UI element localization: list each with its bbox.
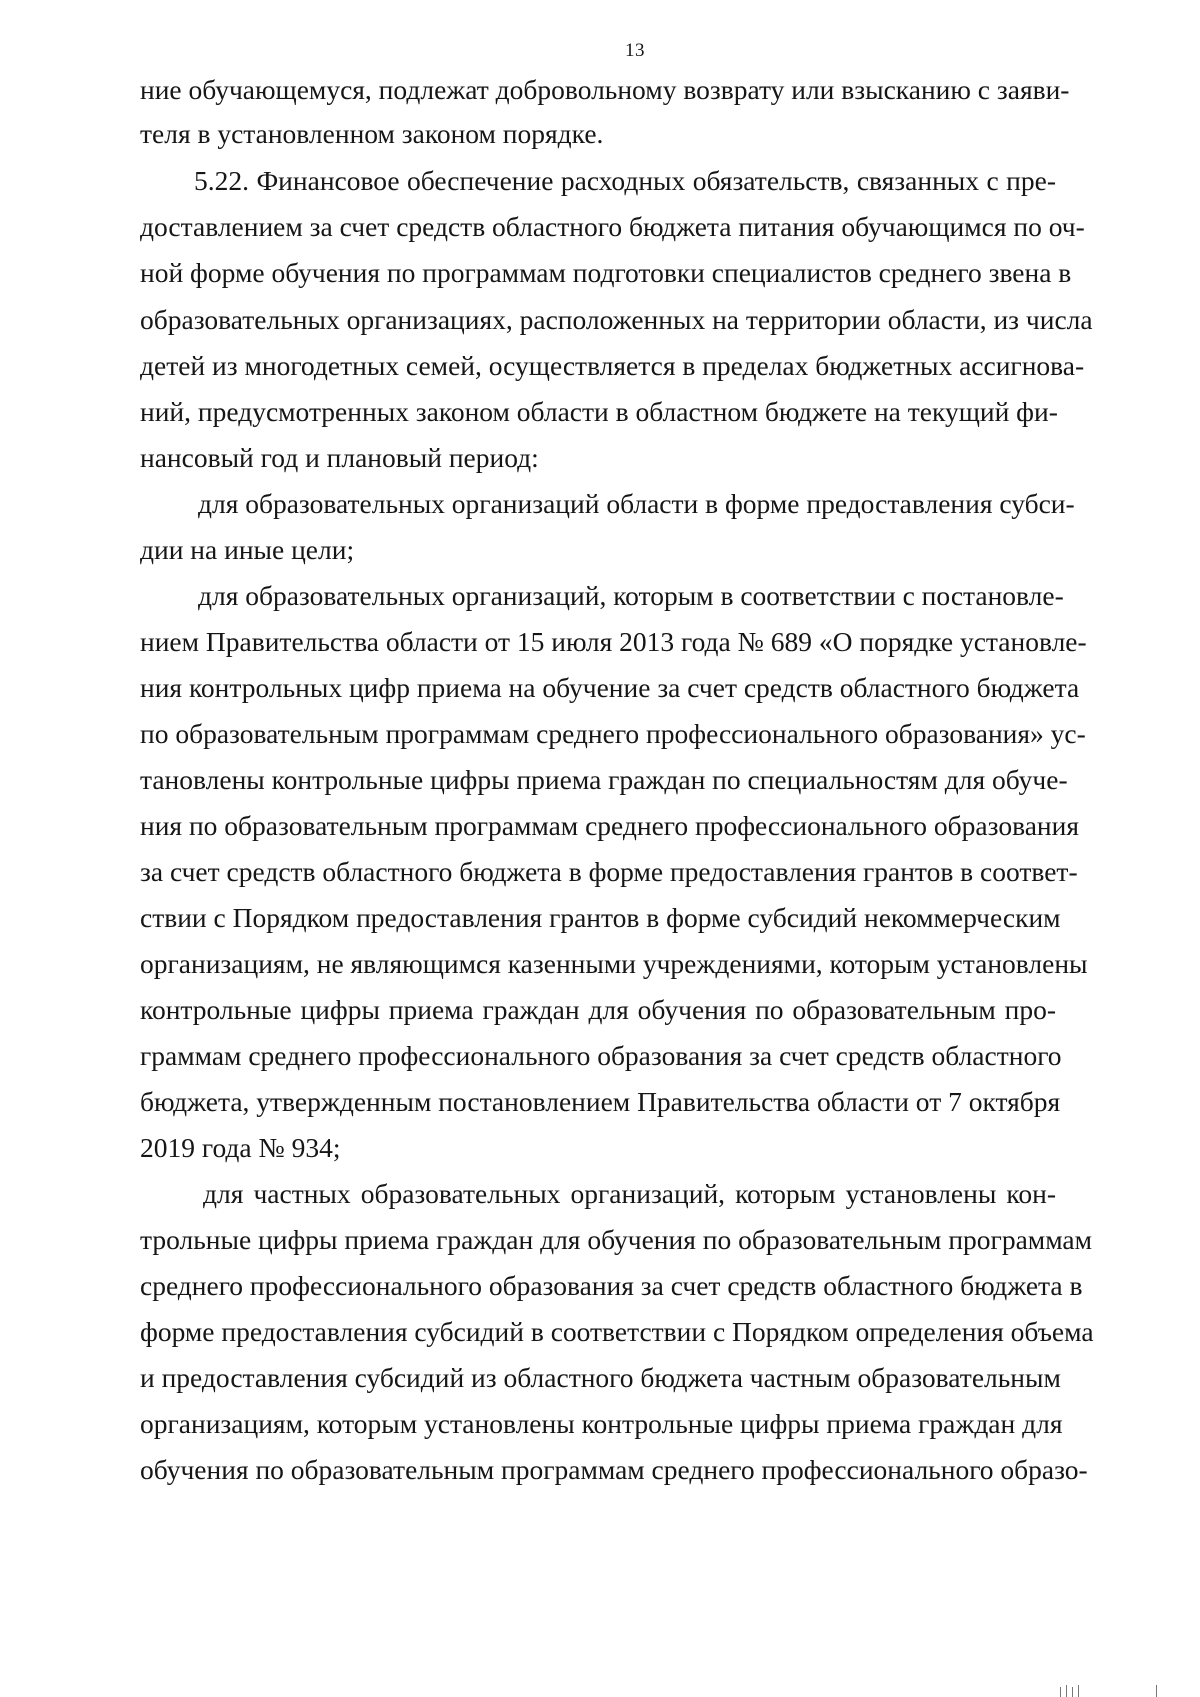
text-line: ние обучающемуся, подлежат добровольному возврату или взысканию с заяви- (140, 74, 1070, 105)
text-line: тановлены контрольные цифры приема граждан по специальностям для обуче- (140, 764, 1068, 795)
text-line: ния по образовательным программам среднего профессионального образования (140, 810, 1079, 841)
text-line: и предоставления субсидий из областного бюджета частным образовательным (140, 1362, 1061, 1393)
text-line: 5.22. Финансовое обеспечение расходных обязательств, связанных с пре- (194, 165, 1056, 196)
text-line: для образовательных организаций, которым в соответствии с постановле- (198, 580, 1064, 611)
text-line: организациям, которым установлены контрольные цифры приема граждан для (140, 1408, 1063, 1439)
text-line: среднего профессионального образования за счет средств областного бюджета в (140, 1270, 1083, 1301)
text-line: контрольные цифры приема граждан для обучения по образовательным про- (140, 994, 1056, 1025)
text-line: нансовый год и плановый период: (140, 442, 539, 473)
text-line: трольные цифры приема граждан для обучения по образовательным программам (140, 1224, 1093, 1255)
text-line: за счет средств областного бюджета в форме предоставления грантов в соответ- (140, 856, 1078, 887)
scan-edge-marks (1060, 1683, 1180, 1697)
text-line: ной форме обучения по программам подготовки специалистов среднего звена в (140, 257, 1072, 288)
text-line: детей из многодетных семей, осуществляется в пределах бюджетных ассигнова- (140, 350, 1085, 381)
text-line: форме предоставления субсидий в соответствии с Порядком определения объема (140, 1316, 1094, 1347)
text-line: бюджета, утвержденным постановлением Правительства области от 7 октября (140, 1086, 1061, 1117)
text-line: граммам среднего профессионального образования за счет средств областного (140, 1040, 1062, 1071)
text-line: ния контрольных цифр приема на обучение за счет средств областного бюджета (140, 672, 1080, 703)
text-line: для образовательных организаций области в форме предоставления субси- (198, 488, 1075, 519)
text-line: дии на иные цели; (140, 534, 355, 565)
text-line: для частных образовательных организаций, которым установлены кон- (203, 1178, 1056, 1209)
page-number: 13 (625, 40, 645, 61)
text-line: образовательных организациях, расположенных на территории области, из числа (140, 304, 1093, 335)
text-line: ний, предусмотренных законом области в областном бюджете на текущий фи- (140, 396, 1058, 427)
text-line: организациям, не являющимся казенными учреждениями, которым установлены (140, 948, 1088, 979)
text-line: 2019 года № 934; (140, 1132, 341, 1163)
text-line: нием Правительства области от 15 июля 2013 года № 689 «О порядке установле- (140, 626, 1087, 657)
text-line: ствии с Порядком предоставления грантов в форме субсидий некоммерческим (140, 902, 1061, 933)
text-line: по образовательным программам среднего профессионального образования» ус- (140, 718, 1086, 749)
text-line: теля в установленном законом порядке. (140, 118, 604, 149)
text-line: доставлением за счет средств областного бюджета питания обучающимся по оч- (140, 211, 1085, 242)
text-line: обучения по образовательным программам среднего профессионального образо- (140, 1454, 1088, 1485)
